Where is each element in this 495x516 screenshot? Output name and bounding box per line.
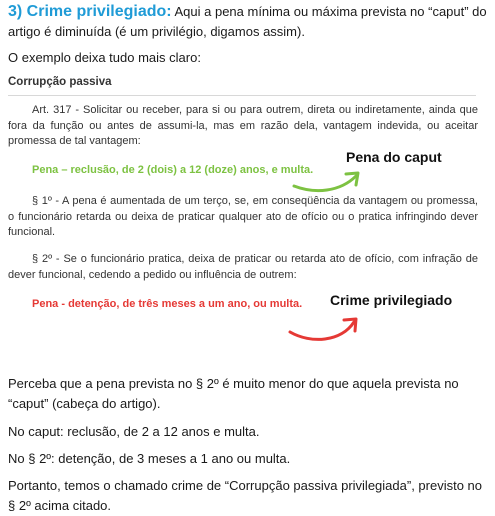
caput-annotation-label: Pena do caput [346,149,442,165]
body-paragraph-3: No § 2º: detenção, de 3 meses a 1 ano ou multa. [8,451,291,466]
red-arrow-icon [286,310,366,346]
pena-caput: Pena – reclusão, de 2 (dois) a 12 (doze) anos, e multa. [32,164,314,176]
intro-text: Aqui a pena mínima ou máxima prevista no “caput” do artigo é diminuída (é um privilégio, digamos assim). [8,4,487,39]
body-paragraph-2: No caput: reclusão, de 2 a 12 anos e multa. [8,424,260,439]
green-arrow-icon [290,166,370,196]
body-paragraph-4: Portanto, temos o chamado crime de “Corrupção passiva privilegiada”, previsto no § 2º acima citado. [8,478,483,513]
law-title: Corrupção passiva [8,76,112,88]
divider [8,95,476,96]
law-paragraph-2: § 2º - Se o funcionário pratica, deixa de praticar ou retarda ato de ofício, com infração de dever funcional, cedendo a pedido ou influência de outrem: [8,253,478,281]
example-line: O exemplo deixa tudo mais claro: [8,50,201,65]
law-article: Art. 317 - Solicitar ou receber, para si ou para outrem, direta ou indiretamente, ainda que fora da função ou antes de assumi-la, mas em razão dela, vantagem indevida, ou aceitar promessa de tal vantagem: [8,104,478,147]
pena-privilegiado: Pena - detenção, de três meses a um ano, ou multa. [32,298,303,310]
law-paragraph-1: § 1º - A pena é aumentada de um terço, se, em conseqüência da vantagem ou promessa, o funcionário retarda ou deixa de praticar qualquer ato de ofício ou o pratica infringindo dever funcional. [8,195,478,238]
intro-paragraph [8,2,490,42]
section-heading: 3) Crime privilegiado: [8,3,172,20]
privilegiado-annotation-label: Crime privilegiado [330,292,453,308]
body-paragraph-1: Perceba que a pena prevista no § 2º é muito menor do que aquela prevista no “caput” (cabeça do artigo). [8,376,459,411]
